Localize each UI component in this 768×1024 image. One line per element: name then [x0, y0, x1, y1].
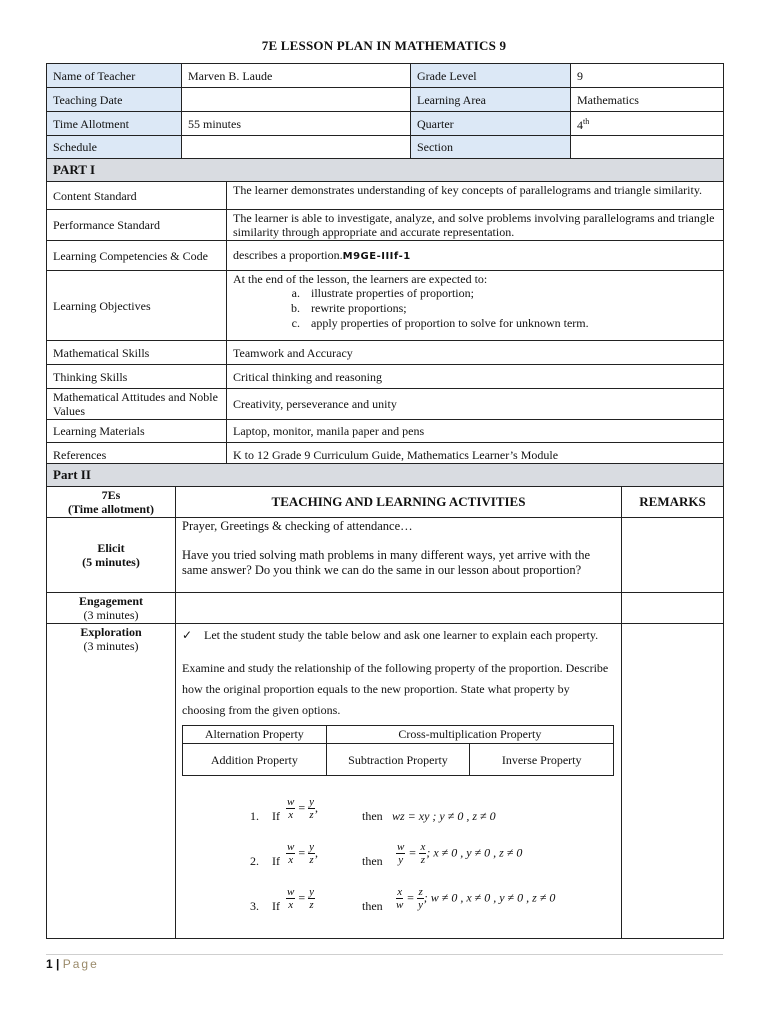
part1-header: PART I	[47, 159, 724, 182]
part2-table	[46, 463, 724, 939]
exploration-text: Examine and study the relationship of the following property of the proportion. Describe how the original proportion equals to the new proportion. State what property by choosing from the given options.	[182, 661, 609, 717]
competency-value	[227, 241, 724, 271]
exploration-stage	[47, 624, 176, 939]
engagement-label: Engagement	[79, 594, 143, 608]
problem-result: $\frac{x}{w}$ = $\frac{z}{y}$ ; w ≠ 0 , x ≠ 0 , y ≠ 0 , z ≠ 0	[396, 886, 556, 911]
section-value	[571, 136, 724, 159]
competency-text: describes a proportion.	[233, 247, 343, 262]
part1-table	[46, 158, 724, 467]
page-word: Page	[62, 957, 99, 971]
exploration-check-text: Let the student study the table below and ask one learner to explain each property.	[204, 628, 599, 642]
objectives-intro: At the end of the lesson, the learners are expected to:	[233, 272, 488, 286]
footer-separator: |	[56, 957, 60, 971]
part2-header: Part II	[47, 464, 724, 487]
problem-number: 2.	[250, 854, 259, 868]
col-remarks-header: REMARKS	[622, 487, 724, 518]
elicit-line2: Have you tried solving math problems in many different ways, yet arrive with the same answer? Do you think we can do the same in our lesson about proportion?	[182, 548, 591, 577]
option-subtraction: Subtraction Property	[326, 744, 470, 776]
grade-label: Grade Level	[411, 64, 571, 88]
elicit-stage	[47, 518, 176, 593]
objectives-list	[233, 286, 717, 331]
problems-list	[182, 796, 615, 931]
option-inverse: Inverse Property	[470, 744, 614, 776]
col-activities-header: TEACHING AND LEARNING ACTIVITIES	[176, 487, 622, 518]
references-value: K to 12 Grade 9 Curriculum Guide, Mathematics Learner’s Module	[227, 443, 724, 467]
page-title: 7E LESSON PLAN IN MATHEMATICS 9	[261, 38, 507, 53]
problem-item	[182, 886, 615, 931]
problem-result: $\frac{w}{y}$ = $\frac{x}{z}$ ; x ≠ 0 , y ≠ 0 , z ≠ 0	[397, 841, 523, 866]
time-value: 55 minutes	[182, 112, 411, 136]
footer-divider	[46, 954, 723, 955]
skills-label: Mathematical Skills	[47, 341, 227, 365]
problem-then: then	[362, 899, 383, 913]
quarter-number: 4	[577, 118, 583, 132]
page-number: 1	[46, 957, 53, 971]
teacher-label: Name of Teacher	[47, 64, 182, 88]
thinking-value: Critical thinking and reasoning	[227, 365, 724, 389]
engagement-time: (3 minutes)	[83, 608, 139, 622]
schedule-label: Schedule	[47, 136, 182, 159]
exploration-time: (3 minutes)	[83, 639, 139, 653]
elicit-remarks	[622, 518, 724, 593]
attitudes-label: Mathematical Attitudes and Noble Values	[47, 389, 227, 420]
content-standard-value: The learner demonstrates understanding of key concepts of parallelograms and triangle similarity.	[227, 182, 724, 210]
problem-then: then	[362, 809, 383, 823]
performance-standard-value: The learner is able to investigate, analyze, and solve problems involving parallelograms and triangle similarity through appropriate and accurate representation.	[227, 210, 724, 241]
objective-item: b. rewrite proportions;	[303, 301, 717, 316]
col-7es-header	[47, 487, 176, 518]
attitudes-value: Creativity, perseverance and unity	[227, 389, 724, 420]
problem-number: 1.	[250, 809, 259, 823]
time-label: Time Allotment	[47, 112, 182, 136]
option-cross-multiplication: Cross-multiplication Property	[326, 726, 613, 744]
problem-item	[182, 841, 615, 886]
exploration-check-row	[182, 625, 615, 646]
problem-result: wz = xy ; y ≠ 0 , z ≠ 0	[392, 809, 496, 823]
checkmark-icon: ✓	[182, 628, 193, 642]
elicit-line1: Prayer, Greetings & checking of attendance…	[182, 519, 413, 533]
engagement-stage	[47, 593, 176, 624]
exploration-label: Exploration	[80, 625, 142, 639]
problem-given: $\frac{w}{x}$ = $\frac{y}{z}$	[287, 886, 315, 911]
problem-item	[182, 796, 615, 841]
skills-value: Teamwork and Accuracy	[227, 341, 724, 365]
objectives-cell	[227, 271, 724, 341]
engagement-remarks	[622, 593, 724, 624]
problem-if: If	[272, 899, 280, 913]
elicit-activities	[176, 518, 622, 593]
section-label: Section	[411, 136, 571, 159]
date-label: Teaching Date	[47, 88, 182, 112]
competency-code: M9GE-IIIf-1	[342, 250, 411, 262]
problem-if: If	[272, 809, 280, 823]
objective-item: c. apply properties of proportion to solve for unknown term.	[303, 316, 717, 331]
schedule-value	[182, 136, 411, 159]
elicit-label: Elicit	[97, 541, 125, 555]
quarter-value	[571, 112, 724, 136]
quarter-suffix: th	[583, 117, 590, 126]
materials-value: Laptop, monitor, manila paper and pens	[227, 420, 724, 443]
date-value	[182, 88, 411, 112]
performance-standard-label: Performance Standard	[47, 210, 227, 241]
col-7es-label: 7Es	[101, 488, 121, 502]
area-label: Learning Area	[411, 88, 571, 112]
objectives-label: Learning Objectives	[47, 271, 227, 341]
problem-number: 3.	[250, 899, 259, 913]
problem-if: If	[272, 854, 280, 868]
objective-item: a. illustrate properties of proportion;	[303, 286, 717, 301]
grade-value: 9	[571, 64, 724, 88]
exploration-remarks	[622, 624, 724, 939]
option-addition: Addition Property	[183, 744, 327, 776]
problem-given: $\frac{w}{x}$ = $\frac{y}{z}$ ,	[287, 796, 319, 821]
elicit-time: (5 minutes)	[82, 555, 140, 569]
references-label: References	[47, 443, 227, 467]
teacher-value: Marven B. Laude	[182, 64, 411, 88]
option-alternation: Alternation Property	[183, 726, 327, 744]
info-table	[46, 63, 724, 159]
competency-label: Learning Competencies & Code	[47, 241, 227, 271]
property-options-table	[182, 725, 614, 776]
materials-label: Learning Materials	[47, 420, 227, 443]
quarter-label: Quarter	[411, 112, 571, 136]
page-footer	[46, 957, 99, 971]
engagement-activities	[176, 593, 622, 624]
problem-then: then	[362, 854, 383, 868]
exploration-activities	[176, 624, 622, 939]
area-value: Mathematics	[571, 88, 724, 112]
problem-given: $\frac{w}{x}$ = $\frac{y}{z}$ ,	[287, 841, 319, 866]
thinking-label: Thinking Skills	[47, 365, 227, 389]
col-7es-sub: (Time allotment)	[67, 502, 155, 516]
content-standard-label: Content Standard	[47, 182, 227, 210]
